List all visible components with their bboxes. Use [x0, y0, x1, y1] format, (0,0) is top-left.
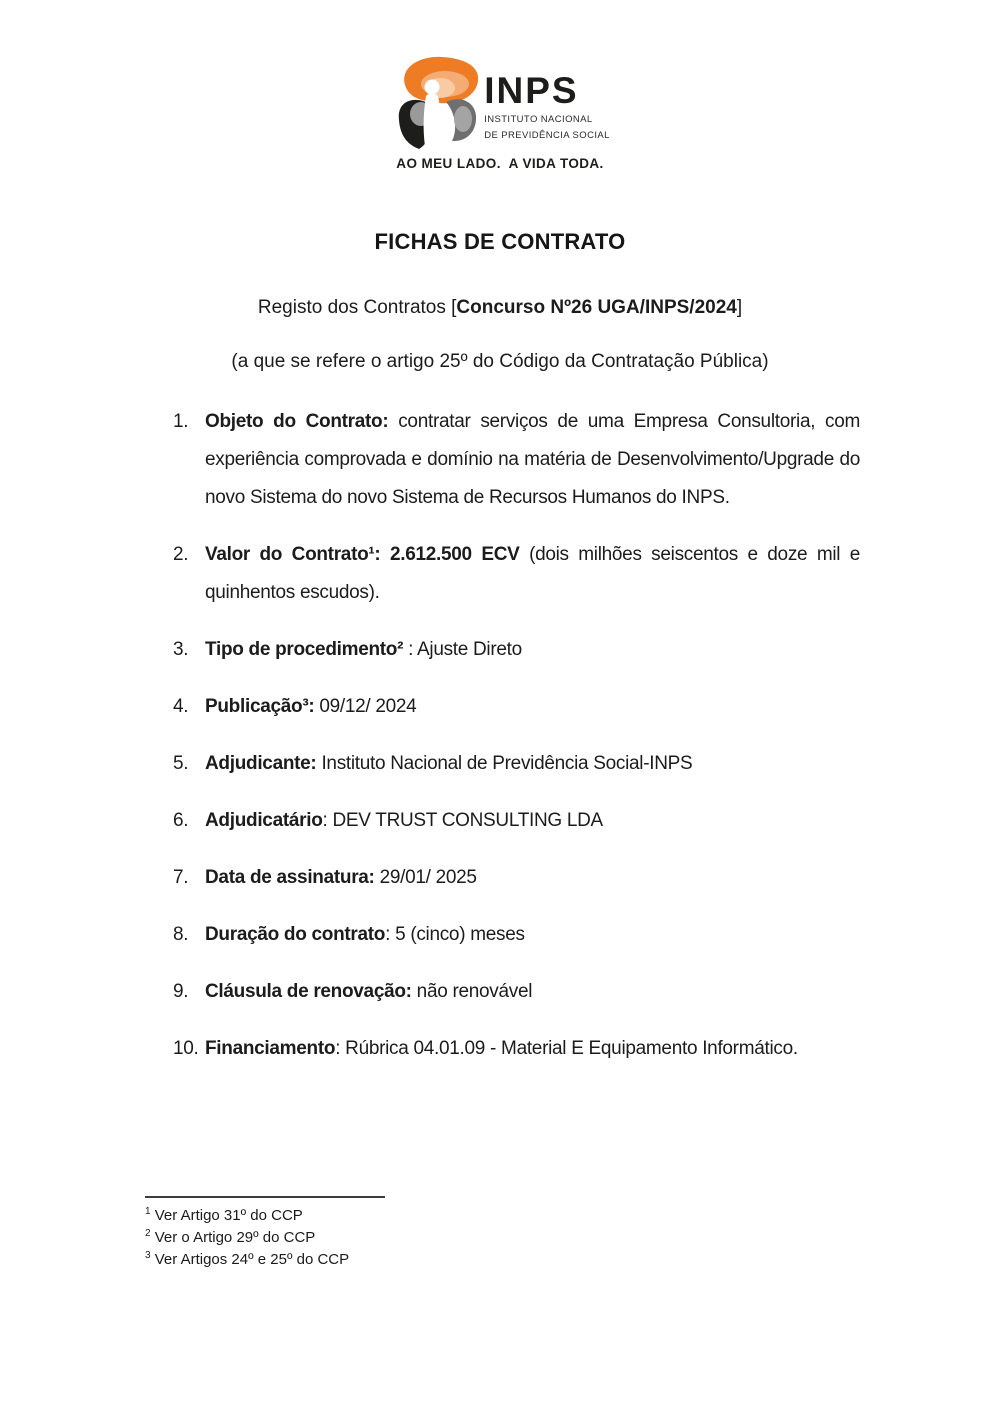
- list-item-value: Instituto Nacional de Previdência Social-INPS: [316, 753, 693, 774]
- list-item-value: 09/12/ 2024: [314, 696, 417, 717]
- subtitle-prefix: Registo dos Contratos [: [257, 297, 457, 318]
- list-item-text: [205, 745, 860, 783]
- list-item-value: : 5 (cinco) meses: [385, 924, 525, 945]
- footnote-separator: [145, 1196, 385, 1198]
- list-item-value: contratar serviços de uma Empresa Consultoria, com experiência comprovada e domínio na matéria de Desenvolvimento/Upgrade do novo Sistema do novo Sistema de Recursos Humanos do INPS.: [205, 411, 861, 508]
- list-item-text: [205, 973, 860, 1011]
- logo-text: [484, 62, 610, 142]
- list-item-tipo-procedimento: [173, 631, 860, 669]
- inps-logo: [0, 0, 1000, 171]
- footnote-sup: 1: [145, 1206, 151, 1217]
- list-item-label: Cláusula de renovação:: [205, 981, 412, 1002]
- list-item-label: Duração do contrato: [205, 924, 386, 945]
- list-item-text: [205, 536, 860, 612]
- list-item-publicacao: [173, 688, 860, 726]
- list-item-value: (dois milhões seiscentos e doze mil e quinhentos escudos).: [205, 544, 860, 603]
- list-item-objeto: [173, 403, 860, 517]
- list-item-label: Data de assinatura:: [205, 867, 375, 888]
- list-item-value: : Rúbrica 04.01.09 - Material E Equipamento Informático.: [335, 1038, 798, 1059]
- list-item-text: [205, 916, 860, 954]
- list-item-valor: [173, 536, 860, 612]
- list-item-text: [205, 631, 860, 669]
- list-item-label: Objeto do Contrato:: [205, 411, 389, 432]
- footnote-sup: 2: [145, 1228, 151, 1239]
- logo-institute-line2: DE PREVIDÊNCIA SOCIAL: [484, 130, 610, 141]
- list-item-duracao: [173, 916, 860, 954]
- list-item-label: Adjudicante:: [205, 753, 317, 774]
- list-item-label: Tipo de procedimento²: [205, 639, 404, 660]
- footnote-text: Ver Artigo 31º do CCP: [150, 1207, 303, 1224]
- list-item-text: [205, 859, 860, 897]
- subtitle-suffix: ]: [736, 297, 743, 318]
- logo-row: [390, 52, 610, 152]
- list-item-number: 6.: [173, 810, 189, 831]
- subtitle: [0, 297, 1000, 319]
- list-item-text: [205, 1030, 860, 1068]
- page-title: FICHAS DE CONTRATO: [374, 229, 626, 254]
- list-item-number: 9.: [173, 981, 189, 1002]
- list-item-adjudicatario: [173, 802, 860, 840]
- footnote-sup: 3: [145, 1250, 151, 1261]
- list-item-financiamento: [173, 1030, 860, 1068]
- logo-acronym: INPS: [484, 70, 579, 111]
- list-item-label: Publicação³:: [205, 696, 315, 717]
- footnote-text: Ver o Artigo 29º do CCP: [150, 1229, 316, 1246]
- footnote-3: [145, 1249, 645, 1271]
- list-item-text: [205, 802, 860, 840]
- list-item-value: : Ajuste Direto: [403, 639, 522, 660]
- list-item-label: Adjudicatário: [205, 810, 323, 831]
- list-item-adjudicante: [173, 745, 860, 783]
- list-item-number: 2.: [173, 544, 189, 565]
- inps-logo-icon: [390, 52, 482, 152]
- contract-items-list: [173, 403, 860, 1068]
- subtitle-concurso: Concurso Nº26 UGA/INPS/2024: [456, 297, 737, 318]
- list-item-clausula-renovacao: [173, 973, 860, 1011]
- list-item-data-assinatura: [173, 859, 860, 897]
- list-item-number: 1.: [173, 411, 189, 432]
- list-item-value: 29/01/ 2025: [374, 867, 477, 888]
- list-item-text: [205, 403, 860, 517]
- list-item-label: Financiamento: [205, 1038, 336, 1059]
- logo-institute-line1: INSTITUTO NACIONAL: [484, 114, 593, 125]
- list-item-text: [205, 688, 860, 726]
- list-item-number: 5.: [173, 753, 189, 774]
- list-item-value: : DEV TRUST CONSULTING LDA: [322, 810, 603, 831]
- list-item-value: não renovável: [411, 981, 533, 1002]
- list-item-number: 3.: [173, 639, 189, 660]
- footnote-1: [145, 1205, 645, 1227]
- list-item-number: 7.: [173, 867, 189, 888]
- logo-tagline: AO MEU LADO. A VIDA TODA.: [396, 156, 604, 171]
- list-item-number: 10.: [173, 1038, 199, 1059]
- list-item-label: Valor do Contrato¹: 2.612.500 ECV: [205, 544, 520, 565]
- footnotes: [145, 1196, 645, 1271]
- footnote-text: Ver Artigos 24º e 25º do CCP: [150, 1251, 350, 1268]
- list-item-number: 8.: [173, 924, 189, 945]
- list-item-number: 4.: [173, 696, 189, 717]
- reference-line: (a que se refere o artigo 25º do Código da Contratação Pública): [231, 351, 769, 372]
- footnote-2: [145, 1227, 645, 1249]
